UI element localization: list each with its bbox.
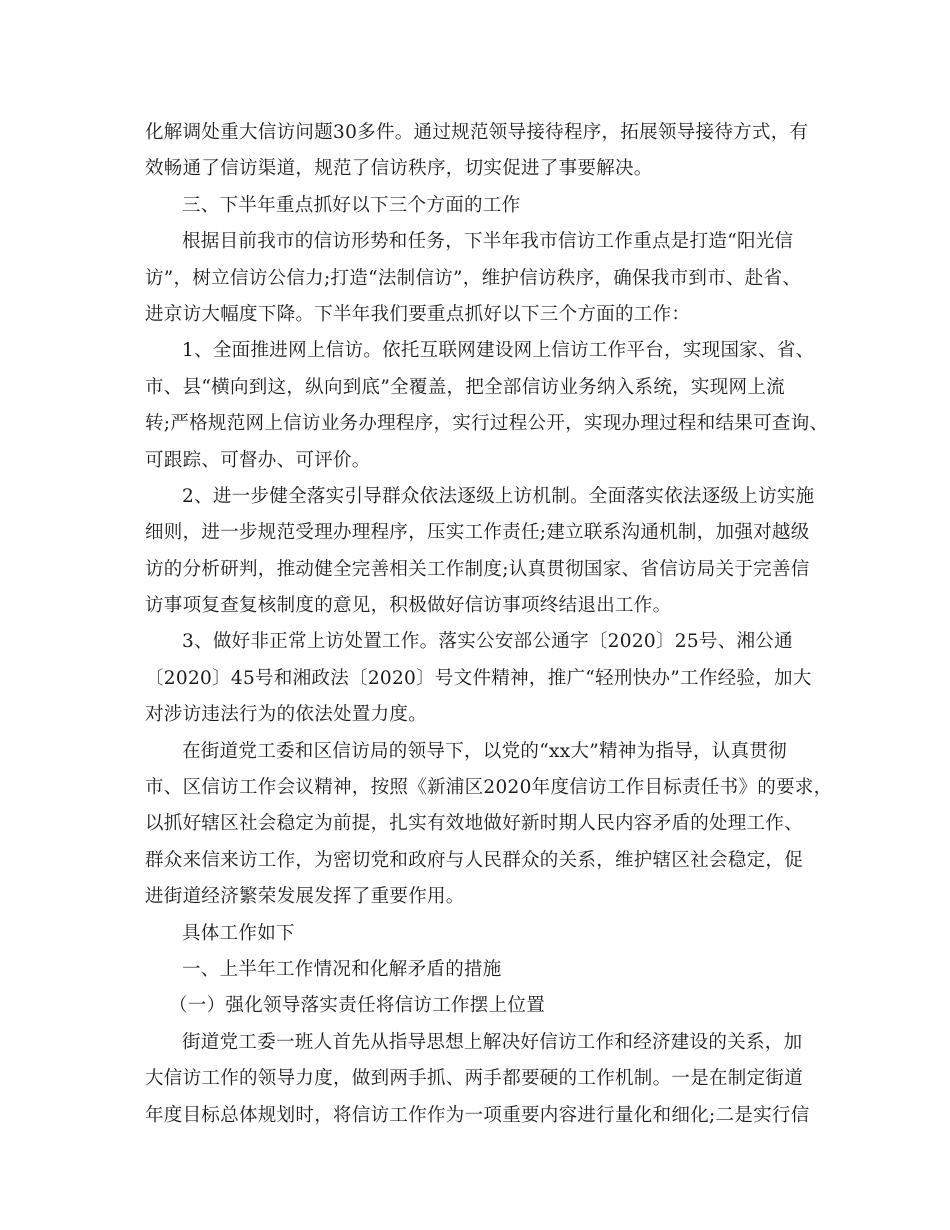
text-line: 进京访大幅度下降。下半年我们要重点抓好以下三个方面的工作：: [145, 303, 691, 325]
text-line: 3、做好非正常上访处置工作。落实公安部公通字〔2020〕25号、湘公通: [182, 631, 793, 653]
text-line: 访的分析研判，推动健全完善相关工作制度;认真贯彻国家、省信访局关于完善信: [145, 558, 810, 580]
text-line: 1、全面推进网上信访。依托互联网建设网上信访工作平台，实现国家、省、: [182, 340, 815, 362]
text-line: 一、上半年工作情况和化解矛盾的措施: [182, 958, 502, 980]
text-line: 访事项复查复核制度的意见，积极做好信访事项终结退出工作。: [145, 595, 672, 617]
text-line: 转;严格规范网上信访业务办理程序，实行过程公开，实现办理过程和结果可查询、: [145, 413, 829, 435]
text-line: （一）强化领导落实责任将信访工作摆上位置: [169, 995, 546, 1017]
text-line: 2、进一步健全落实引导群众依法逐级上访机制。全面落实依法逐级上访实施: [182, 485, 815, 507]
text-line: 细则，进一步规范受理办理程序，压实工作责任;建立联系沟通机制，加强对越级: [145, 522, 810, 544]
text-line: 三、下半年重点抓好以下三个方面的工作: [182, 194, 521, 216]
text-line: 年度目标总体规划时，将信访工作作为一项重要内容进行量化和细化;二是实行信: [145, 1104, 810, 1126]
text-line: 大信访工作的领导力度，做到两手抓、两手都要硬的工作机制。一是在制定街道: [145, 1068, 804, 1090]
text-line: 街道党工委一班人首先从指导思想上解决好信访工作和经济建设的关系，加: [182, 1031, 803, 1053]
text-line: 进街道经济繁荣发展发挥了重要作用。: [145, 886, 465, 908]
text-line: 可跟踪、可督办、可评价。: [145, 449, 371, 471]
text-line: 访”，树立信访公信力;打造“法制信访”，维护信访秩序，确保我市到市、赴省、: [145, 267, 802, 289]
text-line: 化解调处重大信访问题30多件。通过规范领导接待程序，拓展领导接待方式，有: [145, 122, 809, 143]
text-line: 对涉访违法行为的依法处置力度。: [145, 704, 428, 726]
text-line: 市、区信访工作会议精神，按照《新浦区2020年度信访工作目标责任书》的要求，: [145, 777, 833, 799]
text-line: 市、县“横向到这，纵向到底”全覆盖，把全部信访业务纳入系统，实现网上流: [145, 376, 785, 398]
text-line: 在街道党工委和区信访局的领导下，以党的“xx大”精神为指导，认真贯彻: [182, 740, 787, 762]
text-line: 〔2020〕45号和湘政法〔2020〕号文件精神，推广“轻刑快办”工作经验，加大: [145, 667, 812, 689]
text-line: 效畅通了信访渠道，规范了信访秩序，切实促进了事要解决。: [145, 158, 653, 180]
document-body: [145, 115, 833, 1134]
text-line: 具体工作如下: [182, 922, 295, 944]
text-line: 根据目前我市的信访形势和任务，下半年我市信访工作重点是打造“阳光信: [182, 231, 794, 253]
text-line: 以抓好辖区社会稳定为前提，扎实有效地做好新时期人民内容矛盾的处理工作、: [145, 813, 804, 835]
text-line: 群众来信来访工作，为密切党和政府与人民群众的关系，维护辖区社会稳定，促: [145, 849, 804, 871]
